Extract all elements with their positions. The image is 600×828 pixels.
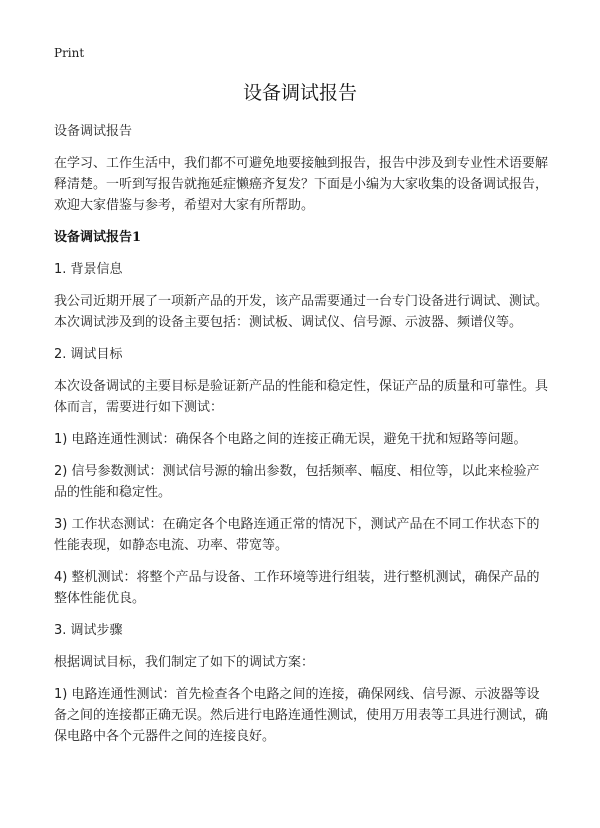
step-item-1: 1) 电路连通性测试：首先检查各个电路之间的连接，确保网线、信号源、示波器等设备之间的连接都正确无误。然后进行电路连通性测试，使用万用表等工具进行测试，确保电路中各个元器件之间的连接良好。	[54, 687, 549, 744]
paragraph-steps: 根据调试目标，我们制定了如下的调试方案：	[54, 655, 315, 670]
document-body	[54, 121, 550, 758]
paragraph-goals: 本次设备调试的主要目标是验证新产品的性能和稳定性，保证产品的质量和可靠性。具体而言，需要进行如下测试：	[54, 379, 549, 415]
goal-item-4: 4) 整机测试：将整个产品与设备、工作环境等进行组装，进行整机测试，确保产品的整体性能优良。	[54, 570, 540, 606]
page-title: 设备调试报告	[242, 82, 357, 104]
print-link[interactable]: Print	[54, 46, 85, 60]
subsection-heading-steps: 3. 调试步骤	[54, 623, 123, 638]
goal-item-2: 2) 信号参数测试：测试信号源的输出参数，包括频率、幅度、相位等，以此来检验产品的性能和稳定性。	[54, 464, 540, 500]
goal-item-1: 1) 电路连通性测试：确保各个电路之间的连接正确无误，避免干扰和短路等问题。	[54, 432, 527, 447]
section-heading: 设备调试报告1	[54, 230, 142, 245]
subsection-heading-goals: 2. 调试目标	[54, 347, 123, 362]
subsection-heading-background: 1. 背景信息	[54, 262, 123, 277]
paragraph-background: 我公司近期开展了一项新产品的开发，该产品需要通过一台专门设备进行调试、测试。本次调试涉及到的设备主要包括：测试板、调试仪、信号源、示波器、频谱仪等。	[54, 294, 549, 330]
intro-paragraph: 在学习、工作生活中，我们都不可避免地要接触到报告，报告中涉及到专业性术语要解释清楚。一听到写报告就拖延症懒癌齐复发？下面是小编为大家收集的设备调试报告，欢迎大家借鉴与参考，希望对大家有所帮助。	[54, 156, 549, 213]
document-subtitle: 设备调试报告	[54, 124, 133, 139]
goal-item-3: 3) 工作状态测试：在确定各个电路连通正常的情况下，测试产品在不同工作状态下的性能表现，如静态电流、功率、带宽等。	[54, 517, 540, 553]
